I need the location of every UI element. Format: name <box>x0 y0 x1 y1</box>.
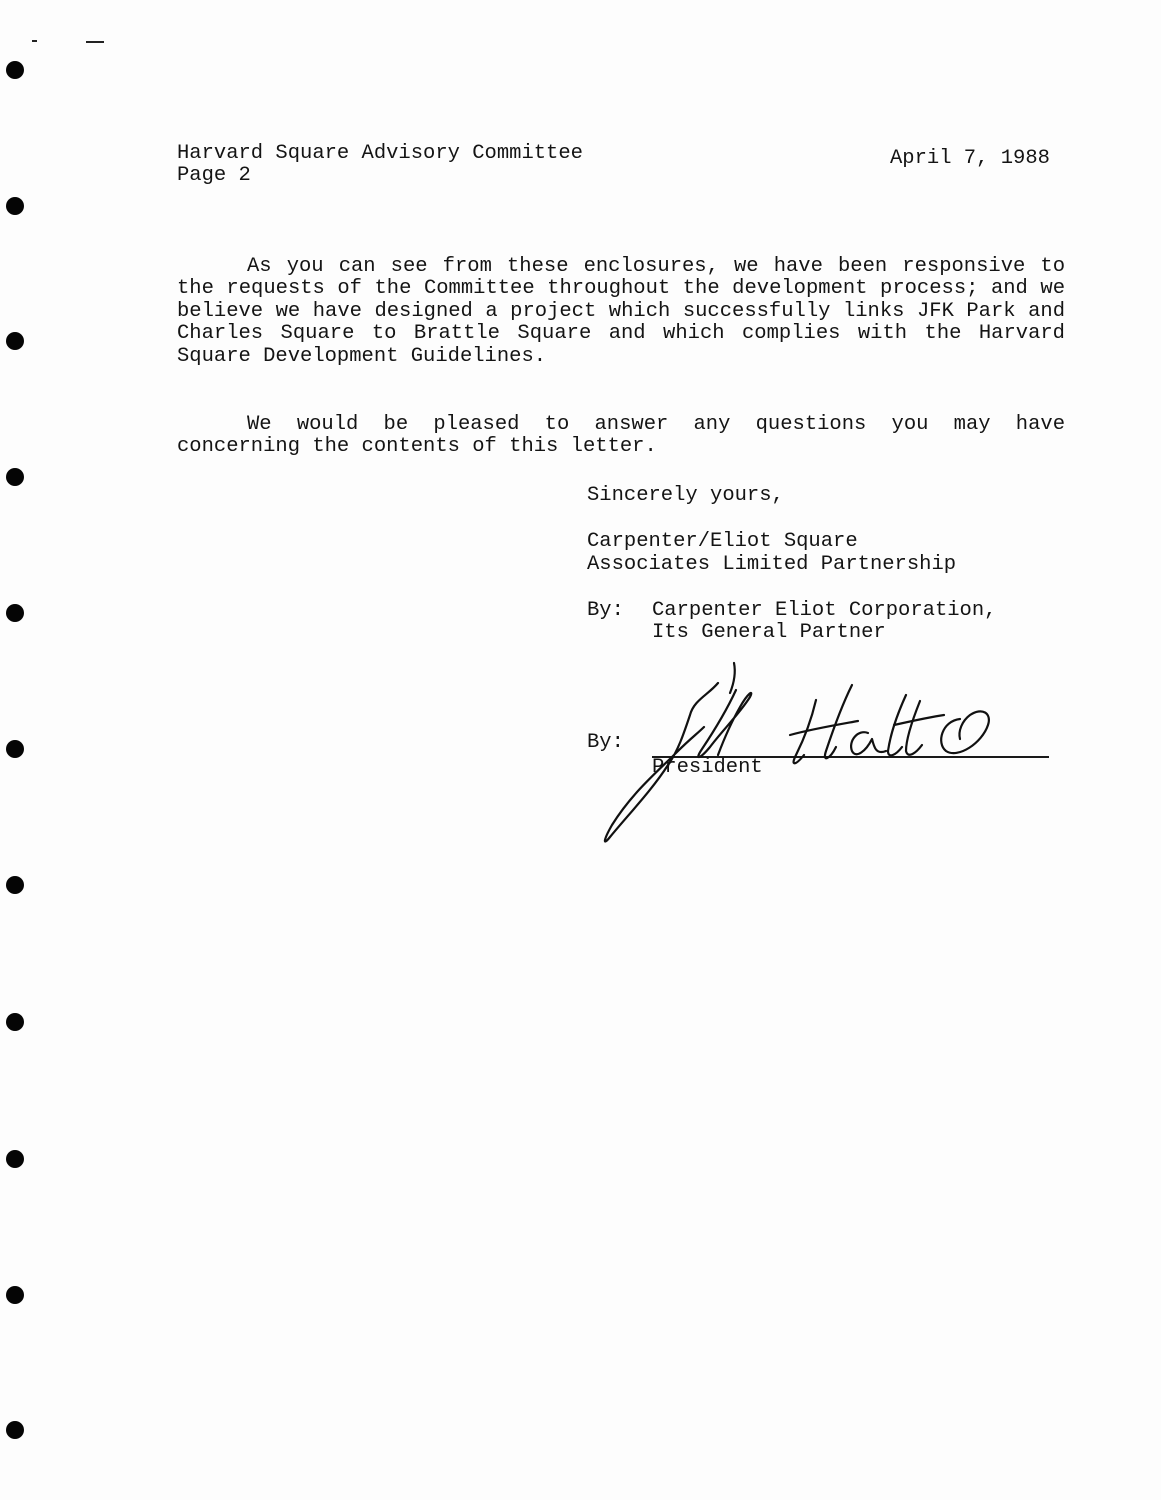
letter-header <box>177 143 583 187</box>
binder-hole <box>6 61 24 79</box>
body-paragraph: As you can see from these enclosures, we have been responsive to the requests of the Committee throughout the development process; and we believe we have designed a project which successfully links JFK Park and Charles Square to Brattle Square and which complies with the Harvard Square Development Guidelines. <box>177 255 1065 368</box>
by-label: By: <box>587 599 624 622</box>
page-number: Page 2 <box>177 164 251 187</box>
binder-hole <box>6 740 24 758</box>
binder-hole <box>6 876 24 894</box>
letter-date: April 7, 1988 <box>890 147 1050 170</box>
binder-hole <box>6 197 24 215</box>
binder-hole <box>6 604 24 622</box>
binder-hole <box>6 332 24 350</box>
closing-salutation: Sincerely yours, <box>587 484 784 507</box>
recipient-line: Harvard Square Advisory Committee <box>177 142 583 165</box>
handwritten-signature <box>590 655 1020 855</box>
signer-title: President <box>652 756 763 779</box>
scan-mark <box>32 40 37 42</box>
partner-name-line1: Carpenter Eliot Corporation, <box>652 599 997 622</box>
binder-hole <box>6 468 24 486</box>
body-paragraph: We would be pleased to answer any questions you may have concerning the contents of this letter. <box>177 413 1065 459</box>
entity-name-line2: Associates Limited Partnership <box>587 553 957 576</box>
binder-hole <box>6 1421 24 1439</box>
binder-hole <box>6 1013 24 1031</box>
scan-mark <box>86 41 104 43</box>
partner-name-line2: Its General Partner <box>652 621 886 644</box>
entity-name-line1: Carpenter/Eliot Square <box>587 530 858 553</box>
by-label: By: <box>587 731 624 754</box>
binder-hole <box>6 1286 24 1304</box>
binder-hole <box>6 1150 24 1168</box>
